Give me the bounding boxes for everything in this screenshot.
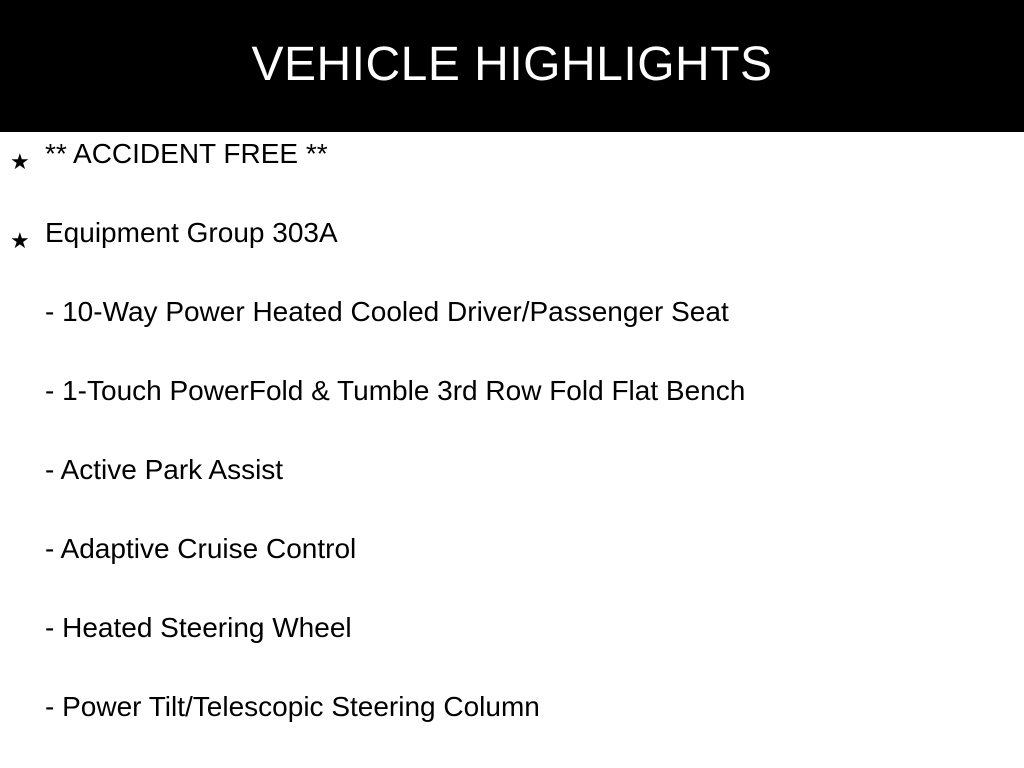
list-item-text: - 1-Touch PowerFold & Tumble 3rd Row Fold Flat Bench (45, 375, 746, 406)
list-item-text: - Heated Steering Wheel (45, 612, 352, 643)
list-item (0, 685, 1024, 764)
star-icon: ★ (10, 228, 30, 253)
page-title: VEHICLE HIGHLIGHTS (251, 37, 773, 91)
highlights-list (0, 132, 1024, 764)
header-banner (0, 0, 1024, 132)
list-item-text: ** ACCIDENT FREE ** (45, 138, 328, 169)
list-item-text: - Active Park Assist (45, 454, 284, 485)
list-item-text: - Power Tilt/Telescopic Steering Column (45, 691, 540, 722)
list-item-text: - Adaptive Cruise Control (45, 533, 357, 564)
star-icon: ★ (10, 149, 30, 174)
list-item-text: - 10-Way Power Heated Cooled Driver/Passenger Seat (45, 296, 729, 327)
list-item-text: Equipment Group 303A (45, 217, 338, 248)
